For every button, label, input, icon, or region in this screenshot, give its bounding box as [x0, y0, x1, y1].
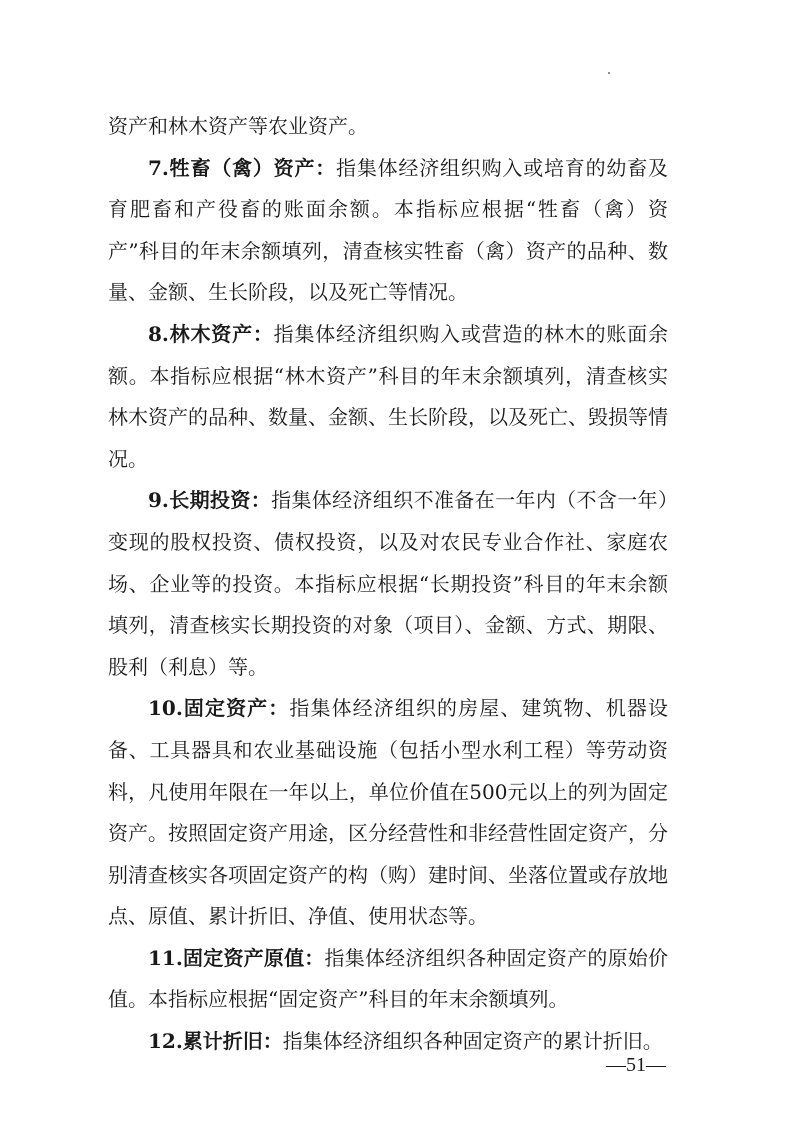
- item-term: 7.牲畜（禽）资产：: [148, 155, 337, 180]
- scan-speck: [608, 72, 610, 74]
- definition-item-7: [108, 148, 668, 314]
- item-text: 指集体经济组织各种固定资产的累计折旧。: [282, 1029, 663, 1054]
- body-text: [108, 106, 668, 1063]
- continuation-paragraph: 资产和林木资产等农业资产。: [108, 114, 368, 138]
- definition-item-12: [108, 1021, 668, 1063]
- item-text: 指集体经济组织的房屋、建筑物、机器设备、工具器具和农业基础设施（包括小型水利工程）等劳动资料，凡使用年限在一年以上，单位价值在500元以上的列为固定资产。按照固定资产用途，区分经营性和非经营性固定资产，分别清查核实各项固定资产的构（购）建时间、坐落位置或存放地点、原值、累计折旧、净值、使用状态等。: [108, 696, 669, 929]
- page-number: —51—: [606, 1054, 666, 1076]
- item-term: 11.固定资产原值：: [148, 945, 325, 970]
- definition-item-11: [108, 938, 668, 1021]
- item-term: 8.林木资产：: [148, 321, 274, 346]
- item-text: 指集体经济组织购入或培育的幼畜及育肥畜和产役畜的账面余额。本指标应根据“牲畜（禽）资产”科目的年末余额填列，清查核实牲畜（禽）资产的品种、数量、金额、生长阶段，以及死亡等情况。: [108, 155, 668, 305]
- item-term: 10.固定资产：: [148, 696, 290, 721]
- item-text: 指集体经济组织不准备在一年内（不含一年）变现的股权投资、债权投资，以及对农民专业合作社、家庭农场、企业等的投资。本指标应根据“长期投资”科目的年末余额填列，清查核实长期投资的对象（项目）、金额、方式、期限、股利（利息）等。: [108, 488, 669, 679]
- item-term: 9.长期投资：: [148, 488, 272, 513]
- item-term: 12.累计折旧：: [148, 1029, 283, 1054]
- definition-item-8: [108, 314, 668, 480]
- definition-item-10: [108, 688, 668, 938]
- item-text: 指集体经济组织购入或营造的林木的账面余额。本指标应根据“林木资产”科目的年末余额填列，清查核实林木资产的品种、数量、金额、生长阶段，以及死亡、毁损等情况。: [108, 321, 668, 471]
- definition-item-9: [108, 480, 668, 688]
- item-text: 指集体经济组织各种固定资产的原始价值。本指标应根据“固定资产”科目的年末余额填列。: [108, 945, 668, 1012]
